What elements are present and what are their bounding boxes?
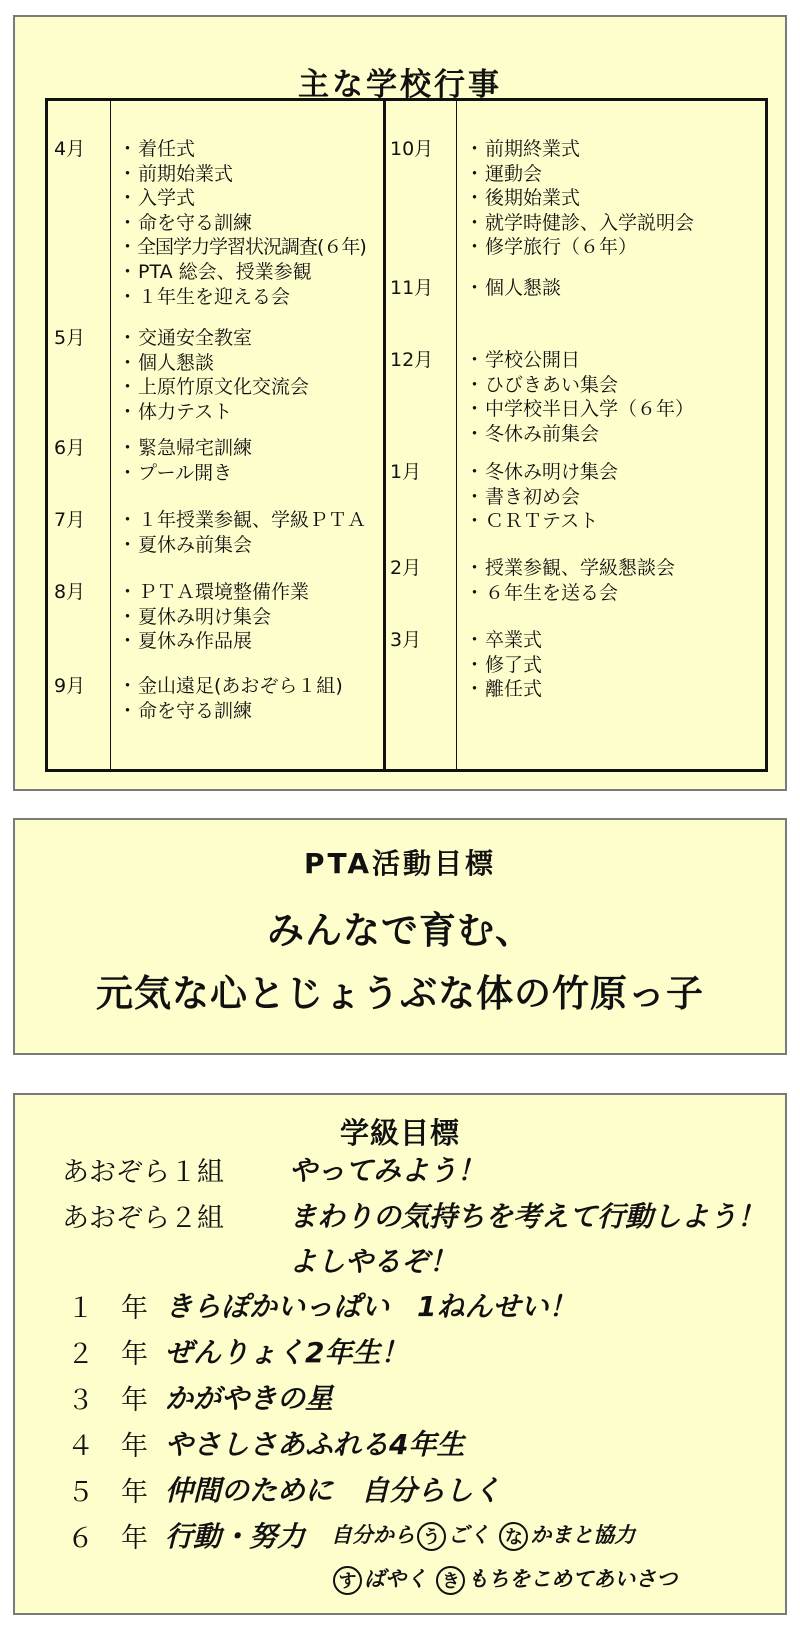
event-item: ・ １年生を迎える会 bbox=[118, 285, 366, 310]
goal-text: ばやく bbox=[364, 1567, 427, 1591]
event-list bbox=[465, 628, 542, 702]
event-list bbox=[118, 580, 309, 654]
event-item: ・ ６年生を送る会 bbox=[465, 581, 675, 606]
event-item: ・ 夏休み前集会 bbox=[118, 533, 366, 558]
event-item: ・ １年授業参観、学級ＰＴＡ bbox=[118, 508, 366, 533]
event-item: ・ プール開き bbox=[118, 461, 252, 486]
event-item: ・ 夏休み作品展 bbox=[118, 629, 309, 654]
event-item: ・ ＣＲＴテスト bbox=[465, 509, 618, 534]
month-label: 12月 bbox=[390, 349, 434, 371]
pta-goal-panel bbox=[13, 818, 787, 1055]
event-item: ・ ＰＴＡ環境整備作業 bbox=[118, 580, 309, 605]
month-label: 4月 bbox=[54, 138, 86, 160]
event-list bbox=[118, 436, 252, 485]
class-name: ５ 年 bbox=[67, 1477, 148, 1508]
event-item: ・ ひびきあい集会 bbox=[465, 373, 694, 398]
divider bbox=[383, 101, 386, 769]
event-item: ・ 命を守る訓練 bbox=[118, 699, 343, 724]
event-item: ・ 個人懇談 bbox=[465, 276, 561, 301]
class-goal: 仲間のために 自分らしく bbox=[165, 1474, 502, 1507]
divider bbox=[110, 101, 111, 769]
class-goal: かがやきの星 bbox=[165, 1382, 334, 1415]
event-list bbox=[465, 460, 618, 534]
class-goals-panel bbox=[13, 1093, 787, 1615]
month-label: 1月 bbox=[390, 461, 422, 483]
circled-char: な bbox=[499, 1522, 528, 1551]
event-item: ・ 前期始業式 bbox=[118, 162, 366, 187]
month-label: 5月 bbox=[54, 327, 86, 349]
class-name: あおぞら２組 bbox=[62, 1203, 224, 1234]
circled-char: き bbox=[436, 1566, 465, 1595]
event-item: ・ 授業参観、学級懇談会 bbox=[465, 556, 675, 581]
event-item: ・ 金山遠足(あおぞら１組) bbox=[118, 674, 343, 699]
school-events-panel bbox=[13, 15, 787, 791]
class-name: ３ 年 bbox=[67, 1385, 148, 1416]
event-item: ・ 全国学力学習状況調査(６年) bbox=[118, 235, 366, 260]
event-list bbox=[118, 508, 366, 557]
month-label: 8月 bbox=[54, 581, 86, 603]
class-goals-title: 学級目標 bbox=[339, 1116, 460, 1150]
event-item: ・ 書き初め会 bbox=[465, 485, 618, 510]
class-goal-detail bbox=[331, 1563, 677, 1595]
class-name: ４ 年 bbox=[67, 1431, 148, 1462]
class-goal: 行動・努力 bbox=[165, 1520, 306, 1553]
class-name: １ 年 bbox=[67, 1293, 148, 1324]
events-table bbox=[45, 98, 768, 772]
event-item: ・ 中学校半日入学（６年） bbox=[465, 397, 694, 422]
event-item: ・ 個人懇談 bbox=[118, 351, 309, 376]
event-item: ・ PTA 総会、授業参観 bbox=[118, 260, 366, 285]
event-list bbox=[465, 556, 675, 605]
event-list bbox=[465, 276, 561, 301]
class-goal-extra: よしやるぞ！ bbox=[289, 1245, 458, 1278]
event-item: ・ 前期終業式 bbox=[465, 137, 694, 162]
goal-text: かまと協力 bbox=[530, 1523, 636, 1547]
pta-goal-line-2: 元気な心とじょうぶな体の竹原っ子 bbox=[96, 972, 704, 1015]
month-label: 11月 bbox=[390, 277, 434, 299]
class-goal-detail bbox=[331, 1519, 635, 1551]
class-goal: やさしさあふれる4年生 bbox=[165, 1428, 465, 1461]
event-item: ・ 命を守る訓練 bbox=[118, 211, 366, 236]
event-item: ・ 交通安全教室 bbox=[118, 326, 309, 351]
event-list bbox=[118, 326, 309, 424]
event-item: ・ 後期始業式 bbox=[465, 186, 694, 211]
event-item: ・ 緊急帰宅訓練 bbox=[118, 436, 252, 461]
class-goal: きらぽかいっぱい 1ねんせい！ bbox=[165, 1290, 577, 1323]
month-label: 2月 bbox=[390, 557, 422, 579]
divider bbox=[456, 101, 457, 769]
events-title: 主な学校行事 bbox=[298, 67, 502, 103]
event-list bbox=[118, 137, 366, 309]
event-item: ・ 冬休み前集会 bbox=[465, 422, 694, 447]
month-label: 6月 bbox=[54, 437, 86, 459]
pta-title: PTA活動目標 bbox=[303, 847, 497, 880]
class-name: ６ 年 bbox=[67, 1523, 148, 1554]
event-item: ・ 入学式 bbox=[118, 186, 366, 211]
class-goal: まわりの気持ちを考えて行動しよう！ bbox=[289, 1200, 766, 1233]
event-list bbox=[465, 348, 694, 446]
event-item: ・ 卒業式 bbox=[465, 628, 542, 653]
class-name: ２ 年 bbox=[67, 1339, 148, 1370]
class-goal: ぜんりょく2年生！ bbox=[165, 1336, 409, 1369]
month-label: 9月 bbox=[54, 675, 86, 697]
event-item: ・ 運動会 bbox=[465, 162, 694, 187]
event-list bbox=[118, 674, 343, 723]
event-item: ・ 修学旅行（６年） bbox=[465, 235, 694, 260]
event-item: ・ 上原竹原文化交流会 bbox=[118, 375, 309, 400]
goal-text: 自分から bbox=[331, 1523, 415, 1547]
event-item: ・ 冬休み明け集会 bbox=[465, 460, 618, 485]
goal-text: もちをこめてあいさつ bbox=[467, 1567, 678, 1591]
goal-text: ごく bbox=[448, 1523, 490, 1547]
month-label: 7月 bbox=[54, 509, 86, 531]
class-goal: やってみよう！ bbox=[289, 1154, 486, 1187]
event-item: ・ 夏休み明け集会 bbox=[118, 605, 309, 630]
event-item: ・ 離任式 bbox=[465, 677, 542, 702]
event-item: ・ 体力テスト bbox=[118, 400, 309, 425]
event-item: ・ 就学時健診、入学説明会 bbox=[465, 211, 694, 236]
event-item: ・ 修了式 bbox=[465, 653, 542, 678]
month-label: 10月 bbox=[390, 138, 434, 160]
event-list bbox=[465, 137, 694, 260]
month-label: 3月 bbox=[390, 629, 422, 651]
pta-goal-line-1: みんなで育む、 bbox=[267, 909, 533, 952]
event-item: ・ 学校公開日 bbox=[465, 348, 694, 373]
event-item: ・ 着任式 bbox=[118, 137, 366, 162]
circled-char: う bbox=[417, 1522, 446, 1551]
circled-char: す bbox=[333, 1566, 362, 1595]
class-name: あおぞら１組 bbox=[62, 1157, 224, 1188]
